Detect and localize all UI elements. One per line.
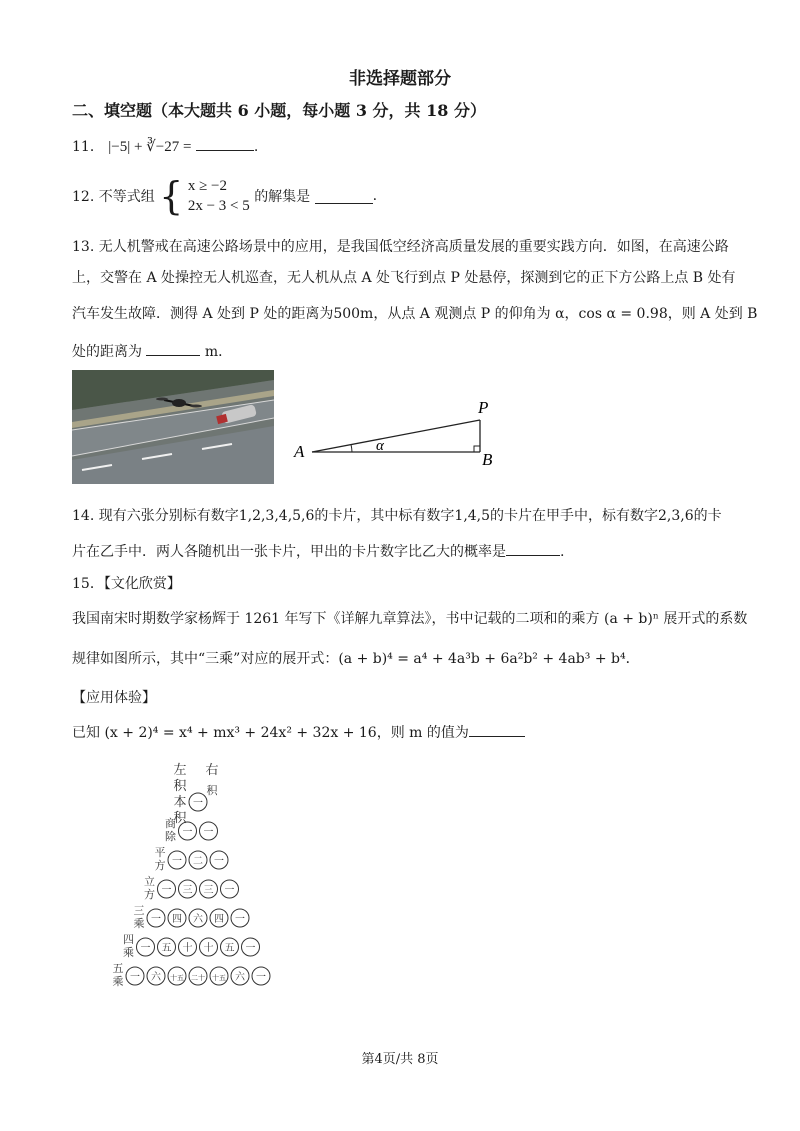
triangle-cell-value: 一 — [193, 798, 203, 809]
q11-number: 11． — [72, 139, 104, 155]
q12-system — [188, 176, 250, 216]
triangle-cell-value: 一 — [224, 885, 235, 896]
q12-inequality-1: x ≥ −2 — [187, 178, 228, 194]
q13-line-1: 13. 无人机警戒在高速公路场景中的应用，是我国低空经济高质量发展的重要实践方向．如图，在高速公路 — [72, 239, 729, 255]
q14-line-1: 14. 现有六张分别标有数字1,2,3,4,5,6的卡片，其中标有数字1,4,5的卡片在甲手中，标有数字2,3,6的卡 — [72, 508, 722, 524]
label-p: P — [478, 398, 489, 417]
triangle-cell-value: 一 — [245, 943, 256, 954]
triangle-cell-value: 一 — [182, 827, 193, 838]
q11-period: . — [253, 139, 259, 155]
q12-period: . — [372, 188, 378, 204]
q12-brace: { — [159, 174, 184, 218]
triangle-cell-value: 一 — [235, 914, 245, 925]
q13-line-2: 上，交警在 A 处操控无人机巡查，无人机从点 A 处飞行到点 P 处悬停，探测到它的正下方公路上点 B 处有 — [72, 270, 736, 286]
triangle-cell-value: 五 — [224, 943, 235, 954]
triangle-cell-value: 二十 — [191, 974, 205, 982]
triangle-svg — [290, 396, 510, 472]
triangle-cell-value: 四 — [172, 914, 182, 925]
q13-unit: m． — [204, 344, 233, 360]
q14-answer-blank[interactable] — [506, 541, 560, 556]
q15-heading: 15．【文化欣赏】 — [72, 576, 181, 592]
triangle-cell-value: 十 — [182, 943, 193, 954]
triangle-diagram — [290, 396, 510, 476]
row-label-5-a: 四 — [123, 933, 134, 946]
q15-apply-heading: 【应用体验】 — [72, 690, 156, 706]
triangle-cell-value: 十五 — [212, 974, 226, 982]
angle-arc — [351, 445, 352, 453]
row-label-6-b: 乘 — [112, 975, 124, 988]
question-12 — [72, 176, 377, 216]
q11-expression: |−5| + ∛−27 = — [108, 139, 192, 155]
triangle-cell-value: 三 — [203, 885, 214, 896]
q13-prefix: 处的距离为 — [72, 344, 142, 360]
triangle-cell-value: 一 — [214, 856, 224, 867]
row-label-6-a: 五 — [112, 962, 124, 975]
q12-inequality-2: 2x − 3 < 5 — [187, 198, 250, 214]
page-title: 非选择题部分 — [349, 69, 451, 89]
q13-answer-blank[interactable] — [146, 341, 200, 356]
q15-line-2: 规律如图所示，其中“三乘”对应的展开式：(a + b)⁴ = a⁴ + 4a³b + 6a²b² + 4ab³ + b⁴． — [72, 651, 640, 667]
triangle-cell-value: 二 — [193, 856, 203, 867]
row-label-5-b: 乘 — [123, 946, 134, 959]
label-ben: 本 — [173, 795, 187, 810]
q12-number: 12. 不等式组 — [72, 189, 155, 205]
q14-text: 片在乙手中．两人各随机出一张卡片，甲出的卡片数字比乙大的概率是 — [72, 544, 506, 560]
label-left-ji-2: 积 — [173, 811, 187, 826]
question-11 — [72, 136, 258, 156]
row-label-2-a: 平 — [154, 846, 166, 859]
label-left-ji: 积 — [173, 779, 187, 794]
drone-highway-photo — [72, 370, 274, 484]
segment-ap — [312, 420, 480, 452]
row-label-3-b: 方 — [144, 888, 155, 901]
row-label-2-b: 方 — [154, 859, 166, 872]
triangle-cell-value: 三 — [182, 885, 193, 896]
triangle-cell-value: 一 — [130, 972, 140, 983]
label-left-top: 左 — [173, 763, 187, 778]
yanghui-triangle-svg — [80, 760, 320, 1000]
triangle-cell-value: 六 — [193, 914, 203, 925]
label-b: B — [482, 450, 493, 469]
triangle-cell-value: 一 — [256, 972, 266, 983]
label-right-ji: 积 — [206, 784, 218, 797]
triangle-cell-value: 五 — [161, 943, 172, 954]
yanghui-triangle — [80, 760, 320, 1004]
q12-answer-blank[interactable] — [315, 189, 373, 204]
drone-highway-illustration — [72, 370, 274, 484]
section-heading: 二、填空题（本大题共 6 小题，每小题 3 分，共 18 分） — [72, 101, 486, 120]
row-label-1-b: 除 — [165, 830, 176, 843]
q13-line-4 — [72, 341, 232, 361]
q12-tail: 的解集是 — [254, 189, 311, 205]
q13-line-3: 汽车发生故障．测得 A 处到 P 处的距离为500m，从点 A 观测点 P 的仰角为 α，cos α = 0.98，则 A 处到 B — [72, 306, 758, 322]
page-footer: 第4页/共 8页 — [361, 1052, 439, 1067]
triangle-cell-value: 一 — [172, 856, 182, 867]
triangle-cell-value: 一 — [140, 943, 151, 954]
row-label-4-b: 乘 — [133, 917, 145, 930]
triangle-cell-value: 十 — [203, 943, 214, 954]
label-a: A — [294, 442, 305, 461]
q15-line-1: 我国南宋时期数学家杨辉于 1261 年写下《详解九章算法》，书中记载的二项和的乘方 (a + b)ⁿ 展开式的系数 — [72, 611, 748, 627]
triangle-cell-value: 一 — [203, 827, 214, 838]
label-right-top: 右 — [205, 763, 219, 778]
triangle-cell-value: 一 — [151, 914, 161, 925]
row-label-1-a: 商 — [165, 817, 176, 830]
triangle-cell-value: 四 — [214, 914, 224, 925]
q14-period: . — [560, 544, 565, 560]
triangle-cell-value: 六 — [151, 972, 161, 983]
right-angle-mark — [474, 446, 480, 452]
row-label-3-a: 立 — [144, 875, 155, 888]
triangle-cell-value: 十五 — [170, 974, 184, 982]
q14-line-2 — [72, 541, 564, 561]
q11-answer-blank[interactable] — [196, 136, 254, 151]
q15-question: 已知 (x + 2)⁴ = x⁴ + mx³ + 24x² + 32x + 16，则 m 的值为 — [72, 725, 469, 741]
row-label-4-a: 三 — [133, 904, 145, 917]
q15-answer-blank[interactable] — [469, 722, 525, 737]
q15-line-3 — [72, 722, 525, 742]
triangle-cell-value: 六 — [235, 972, 245, 983]
label-alpha: α — [376, 438, 384, 454]
triangle-cell-value: 一 — [161, 885, 172, 896]
